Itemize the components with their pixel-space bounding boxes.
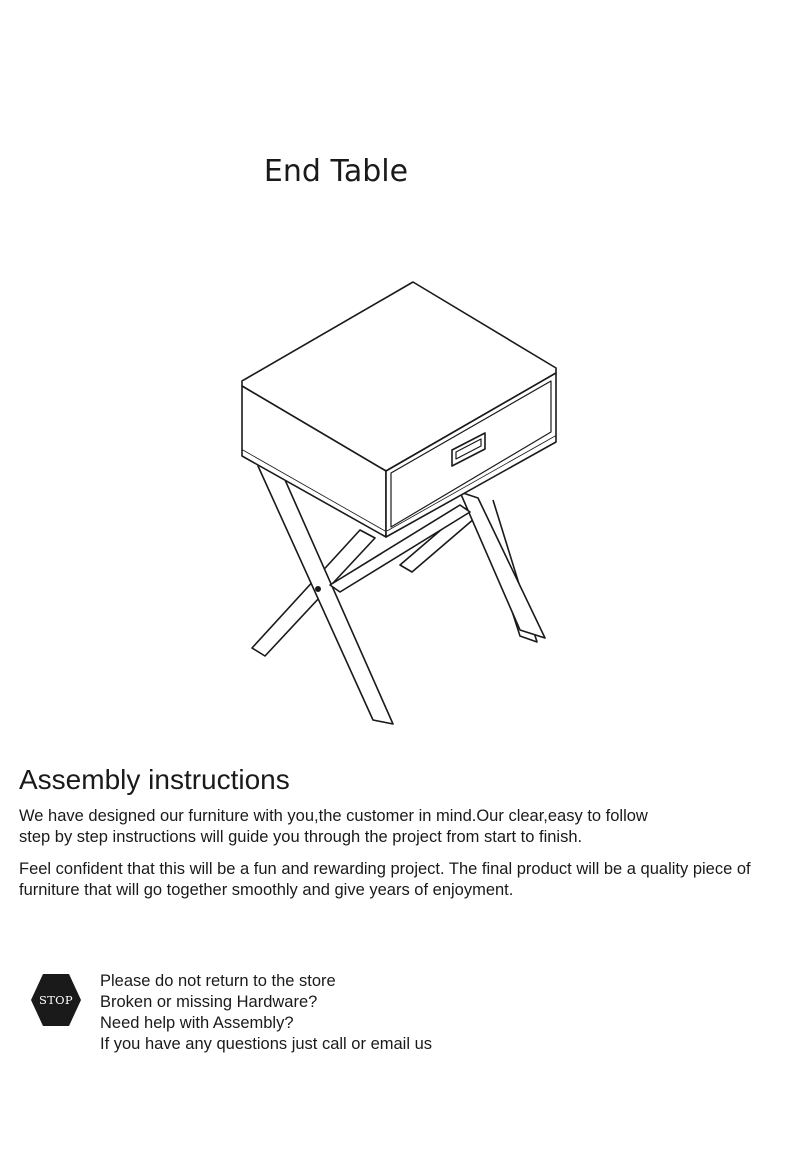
section-heading: Assembly instructions <box>19 764 290 795</box>
paragraph-line: Feel confident that this will be a fun and rewarding project. The final product will be a quality piece of <box>19 860 751 878</box>
stop-sign-icon <box>30 973 82 1027</box>
paragraph-line: We have designed our furniture with you,the customer in mind.Our clear,easy to follow <box>19 807 648 825</box>
notice-line: Please do not return to the store <box>100 972 336 990</box>
notice-line: If you have any questions just call or email us <box>100 1035 433 1053</box>
end-table-illustration <box>230 270 570 740</box>
intro-paragraph <box>19 806 799 848</box>
paragraph-line: furniture that will go together smoothly and give years of enjoyment. <box>19 881 514 899</box>
bolt <box>316 587 320 591</box>
notice-line: Broken or missing Hardware? <box>100 993 318 1011</box>
stop-label: STOP <box>39 993 73 1007</box>
product-title: End Table <box>263 154 409 189</box>
paragraph-line: step by step instructions will guide you through the project from start to finish. <box>19 828 583 846</box>
confidence-paragraph <box>19 859 799 901</box>
front-right-leg <box>460 492 545 638</box>
notice-line: Need help with Assembly? <box>100 1014 294 1032</box>
notice-list <box>100 971 432 1055</box>
